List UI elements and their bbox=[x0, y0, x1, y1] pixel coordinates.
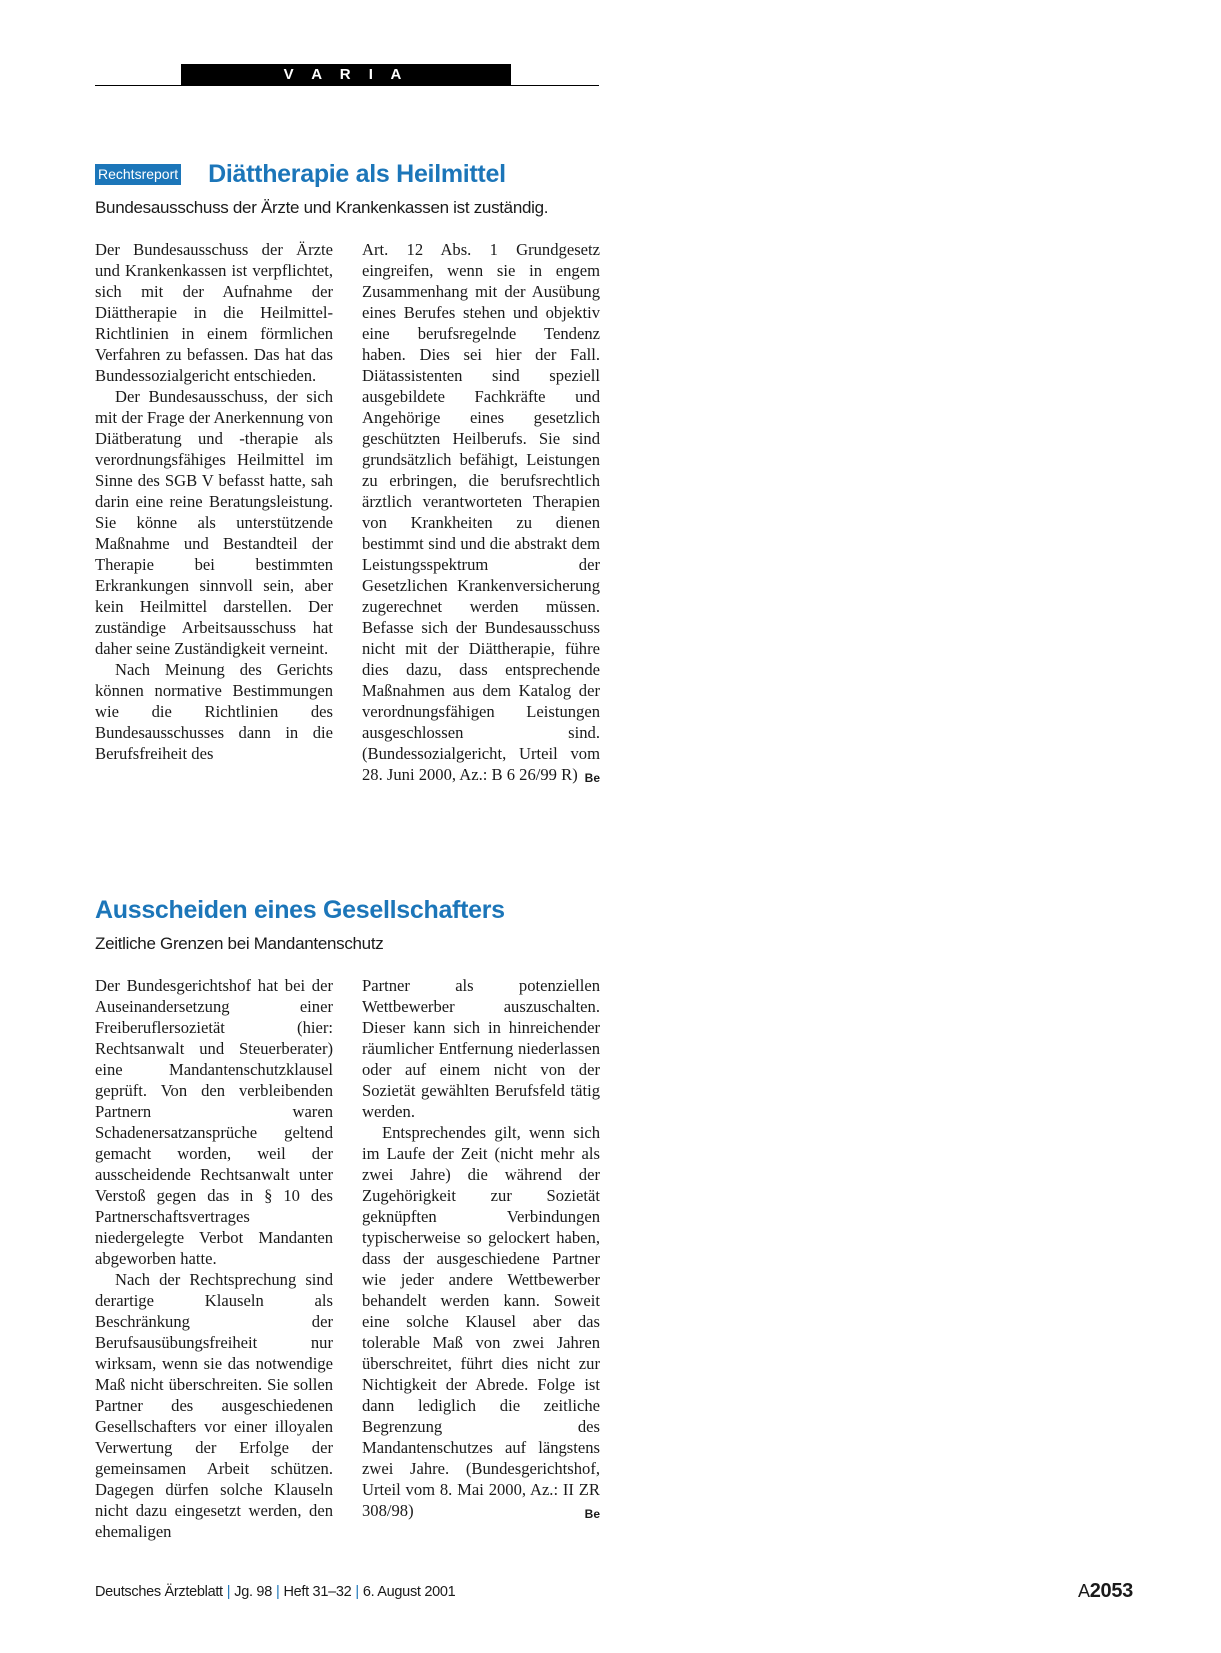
page-number-block bbox=[1078, 1580, 1133, 1603]
volume: Jg. 98 bbox=[234, 1584, 272, 1600]
paragraph: Nach der Rechtsprechung sind derartige Klauseln als Beschränkung der Berufsausübungsfreiheit nur wirksam, wenn sie das notwendige Maß nicht überschreiten. Sie sollen Partner des ausgeschiedenen Gesellschafters vor einer illoyalen Verwertung der Erfolge der gemeinsamen Arbeit schützen. Dagegen dürfen solche Klauseln nicht dazu eingesetzt werden, den ehemaligen bbox=[95, 1270, 333, 1541]
article-columns bbox=[95, 975, 600, 1542]
column-right bbox=[362, 975, 600, 1542]
rubric-badge: Rechtsreport bbox=[95, 164, 181, 185]
article-subtitle: Bundesausschuss der Ärzte und Krankenkassen ist zuständig. bbox=[95, 198, 549, 217]
paragraph: Der Bundesgerichtshof hat bei der Auseinandersetzung einer Freiberuflersozietät (hier: Rechtsanwalt und Steuerberater) eine Mandantenschutzklausel geprüft. Von den verbleibenden Partnern waren Schadenersatzansprüche geltend gemacht worden, weil der ausscheidende Rechtsanwalt unter Verstoß gegen das in § 10 des Partnerschaftsvertrages niedergelegte Verbot Mandanten abgeworben hatte. bbox=[95, 976, 333, 1268]
article-title: Diättherapie als Heilmittel bbox=[208, 159, 506, 188]
page-prefix: A bbox=[1077, 1581, 1090, 1601]
paragraph: Der Bundesausschuss der Ärzte und Krankenkassen ist verpflichtet, sich mit der Aufnahme der Diättherapie in die Heilmittel-Richtlinien in einem förmlichen Verfahren zu befassen. Das hat das Bundessozialgericht entschieden. bbox=[95, 240, 333, 385]
article-gesellschafter bbox=[95, 892, 600, 1542]
article-head bbox=[95, 156, 600, 192]
footer-separator: | bbox=[275, 1584, 280, 1600]
paragraph bbox=[362, 239, 600, 785]
paragraph: Partner als potenziellen Wettbewerber auszuschalten. Dieser kann sich in hinreichender räumlicher Entfernung niederlassen oder auf einem nicht von der Sozietät gewählten Berufsfeld tätig werden. bbox=[362, 976, 600, 1121]
footer-citation bbox=[95, 1584, 455, 1600]
column-left bbox=[95, 975, 333, 1542]
paragraph: Der Bundesausschuss, der sich mit der Frage der Anerkennung von Diätberatung und -therapie als verordnungsfähiges Heilmittel im Sinne des SGB V befasst hatte, sah darin eine reine Beratungsleistung. Sie könne als unterstützende Maßnahme und Bestandteil der Therapie bei bestimmten Erkrankungen sinnvoll sein, aber kein Heilmittel darstellen. Der zuständige Arbeitsausschuss hat daher seine Zuständigkeit verneint. bbox=[95, 387, 333, 658]
page-footer bbox=[95, 1580, 1133, 1604]
issue: Heft 31–32 bbox=[283, 1584, 352, 1600]
author-signature: Be bbox=[584, 771, 600, 785]
paragraph: Nach Meinung des Gerichts können normative Bestimmungen wie die Richtlinien des Bundesausschusses dann in die Berufsfreiheit des bbox=[95, 660, 333, 763]
column-right bbox=[362, 239, 600, 789]
article-title: Ausscheiden eines Gesellschafters bbox=[95, 895, 505, 924]
page-number: 2053 bbox=[1089, 1580, 1133, 1602]
journal-name: Deutsches Ärzteblatt bbox=[95, 1584, 223, 1600]
article-head bbox=[95, 892, 600, 928]
section-label: V A R I A bbox=[181, 64, 511, 85]
footer-separator: | bbox=[226, 1584, 231, 1600]
paragraph-text: Entsprechendes gilt, wenn sich im Laufe der Zeit (nicht mehr als zwei Jahre) die während der Zugehörigkeit zur Sozietät geknüpften Verbindungen typischerweise so gelockert haben, dass der ausgeschiedene Partner wie jeder andere Wettbewerber behandelt werden kann. Soweit eine solche Klausel aber das tolerable Maß von zwei Jahren überschreitet, führt dies nicht zur Nichtigkeit der Abrede. Folge ist dann lediglich die zeitliche Begrenzung des Mandantenschutzes auf längstens zwei Jahre. (Bundesgerichtshof, Urteil vom 8. Mai 2000, Az.: II ZR 308/98) bbox=[362, 1123, 600, 1520]
article-columns bbox=[95, 239, 600, 789]
issue-date: 6. August 2001 bbox=[362, 1584, 456, 1600]
header-rule bbox=[95, 85, 599, 86]
section-header bbox=[95, 64, 599, 87]
article-subtitle: Zeitliche Grenzen bei Mandantenschutz bbox=[95, 934, 384, 953]
article-diaettherapie bbox=[95, 156, 600, 789]
footer-separator: | bbox=[355, 1584, 359, 1600]
paragraph bbox=[362, 1122, 600, 1521]
paragraph-text: Art. 12 Abs. 1 Grundgesetz eingreifen, wenn sie in engem Zusammenhang mit der Ausübung eines Berufes stehen und objektiv eine berufsregelnde Tendenz haben. Dies sei hier der Fall. Diätassistenten sind speziell ausgebildete Fachkräfte und Angehörige eines gesetzlich geschützten Heilberufs. Sie sind grundsätzlich befähigt, Leistungen zu erbringen, die berufsrechtlich ärztlich verantworteten Therapien von Krankheiten zu dienen bestimmt sind und die abstrakt dem Leistungsspektrum der Gesetzlichen Krankenversicherung zugerechnet werden müssen. Befasse sich der Bundesausschuss nicht mit der Diättherapie, führe dies dazu, dass entsprechende Maßnahmen aus dem Katalog der verordnungsfähigen Leistungen ausgeschlossen sind. (Bundessozialgericht, Urteil vom 28. Juni 2000, Az.: B 6 26/99 R) bbox=[362, 240, 600, 784]
author-signature: Be bbox=[584, 1507, 600, 1521]
column-left bbox=[95, 239, 333, 789]
